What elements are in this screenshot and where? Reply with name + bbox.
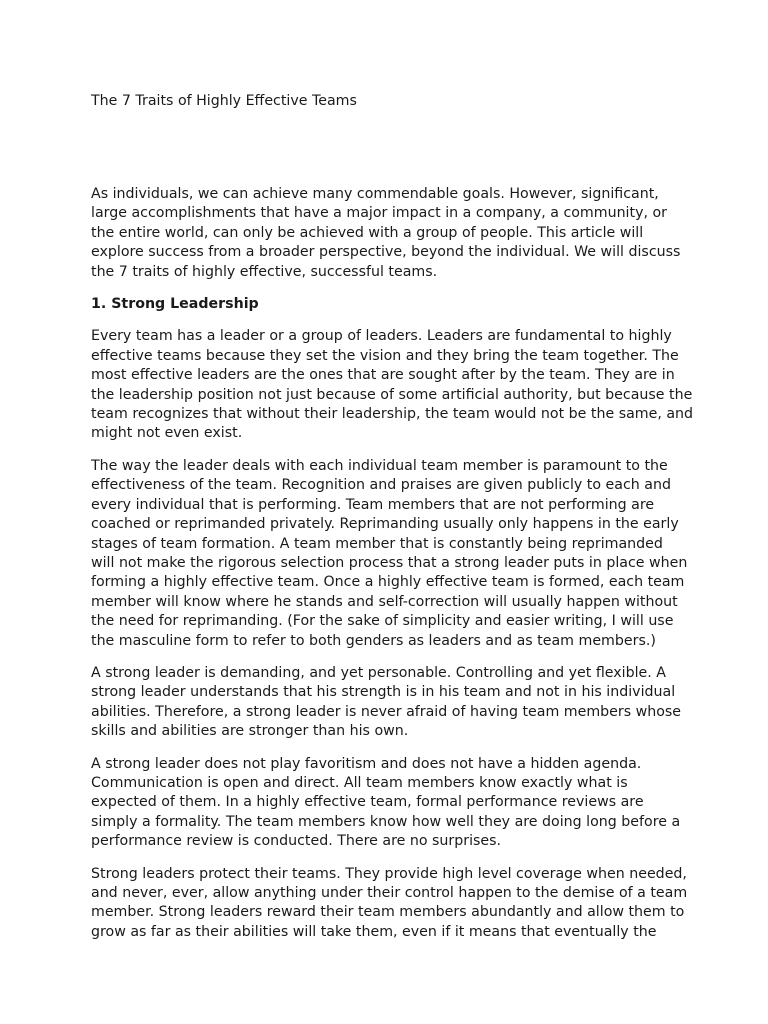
intro-paragraph	[91, 185, 691, 282]
text-line: A strong leader does not play favoritism and does not have a hidden agenda.	[91, 755, 642, 772]
text-line: coached or reprimanded privately. Reprimanding usually only happens in the early	[91, 516, 679, 533]
text-line: expected of them. In a highly effective team, formal performance reviews are	[91, 794, 644, 811]
text-line: member. Strong leaders reward their team members abundantly and allow them to	[91, 904, 685, 921]
paragraph	[91, 457, 691, 651]
text-line: the leadership position not just because of some artificial authority, but because the	[91, 386, 693, 403]
text-line: effective teams because they set the vision and they bring the team together. The	[91, 347, 679, 364]
text-line: As individuals, we can achieve many commendable goals. However, significant,	[91, 186, 659, 202]
text-line: simply a formality. The team members know how well they are doing long before a	[91, 813, 681, 830]
paragraph	[91, 327, 694, 443]
text-line: will not make the rigorous selection process that a strong leader puts in place when	[91, 554, 688, 571]
text-line: large accomplishments that have a major impact in a company, a community, or	[91, 205, 667, 222]
text-line: Strong leaders protect their teams. They provide high level coverage when needed,	[91, 865, 687, 882]
paragraph	[91, 865, 691, 943]
text-line: performance review is conducted. There are no surprises.	[91, 833, 502, 850]
text-line: forming a highly effective team. Once a highly effective team is formed, each team	[91, 574, 685, 591]
paragraph	[91, 755, 691, 852]
text-line: the need for reprimanding. (For the sake of simplicity and easier writing, I will use	[91, 613, 674, 630]
text-line: every individual that is performing. Team members that are not performing are	[91, 496, 655, 513]
text-line: member will know where he stands and self-correction will usually happen without	[91, 593, 678, 610]
text-line: might not even exist.	[91, 425, 243, 442]
text-line: most effective leaders are the ones that are sought after by the team. They are in	[91, 367, 675, 384]
paragraph	[91, 664, 691, 742]
text-line: team recognizes that without their leadership, the team would not be the same, and	[91, 406, 694, 423]
text-line: Communication is open and direct. All team members know exactly what is	[91, 774, 628, 791]
text-line: grow as far as their abilities will take them, even if it means that eventually the	[91, 923, 657, 940]
document-body	[91, 185, 694, 955]
text-line: the 7 traits of highly effective, successful teams.	[91, 263, 438, 280]
text-line: A strong leader is demanding, and yet personable. Controlling and yet flexible. A	[91, 664, 667, 681]
text-line: The way the leader deals with each individual team member is paramount to the	[91, 457, 668, 474]
section-heading: 1. Strong Leadership	[91, 296, 259, 313]
text-line: and never, ever, allow anything under their control happen to the demise of a team	[91, 885, 688, 901]
text-line: explore success from a broader perspective, beyond the individual. We will discuss	[91, 244, 681, 261]
text-line: stages of team formation. A team member that is constantly being reprimanded	[91, 535, 663, 552]
text-line: the masculine form to refer to both genders as leaders and as team members.)	[91, 632, 656, 649]
text-line: effectiveness of the team. Recognition and praises are given publicly to each and	[91, 477, 671, 494]
text-line: Every team has a leader or a group of leaders. Leaders are fundamental to highly	[91, 328, 672, 345]
text-line: skills and abilities are stronger than his own.	[91, 723, 409, 740]
text-line: strong leader understands that his strength is in his team and not in his individual	[91, 684, 676, 701]
document-title: The 7 Traits of Highly Effective Teams	[91, 93, 357, 109]
text-line: abilities. Therefore, a strong leader is never afraid of having team members whose	[91, 703, 682, 720]
text-line: the entire world, can only be achieved with a group of people. This article will	[91, 224, 644, 241]
